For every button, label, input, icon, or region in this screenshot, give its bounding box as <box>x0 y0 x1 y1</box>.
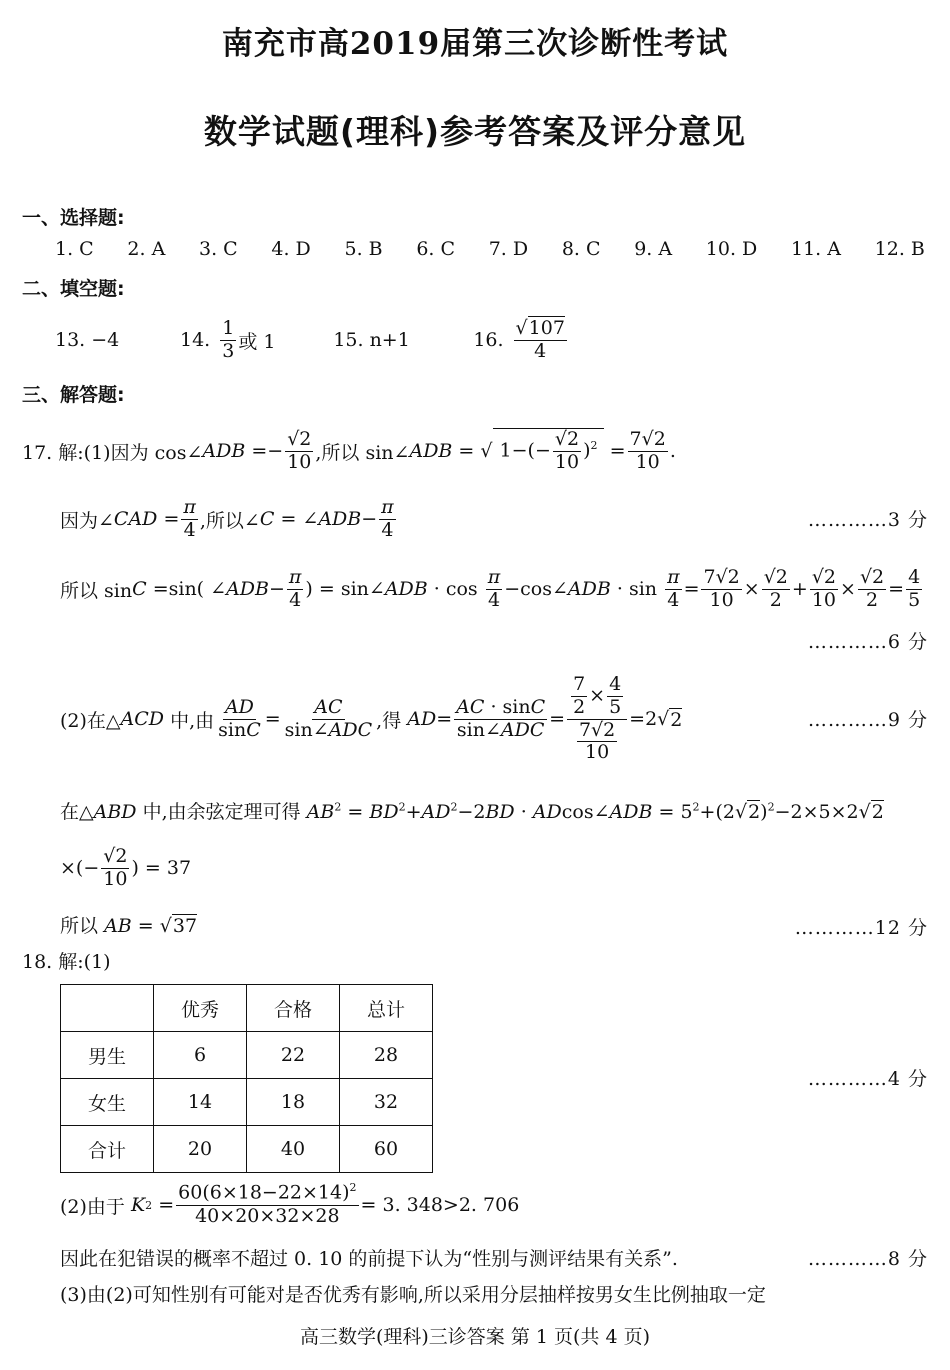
answer-11: 11. A <box>790 238 841 260</box>
section-solve-heading: 三、解答题: <box>22 384 125 406</box>
q17-points-12: …………12 分 <box>794 917 928 939</box>
answer-10: 10. D <box>705 238 758 260</box>
q17-line7: 所以 AB = √37 <box>60 915 198 937</box>
answer-14-fraction: $\frac{1}{3}$ <box>222 316 235 362</box>
answer-14-label: 14. <box>180 329 211 351</box>
table-cell: 20 <box>154 1126 247 1173</box>
table-cell: 合格 <box>247 985 340 1032</box>
q18-points-8: …………8 分 <box>807 1248 928 1270</box>
answer-12: 12. B <box>874 238 925 260</box>
q17-line6: ×(− $\frac{√2}{10}$ ) = 37 <box>60 844 192 890</box>
table-cell: 28 <box>340 1032 433 1079</box>
contingency-table <box>60 984 433 1173</box>
document-title: 南充市高2019届第三次诊断性考试 <box>221 26 729 62</box>
answer-16-fraction: $\frac{√107}{4}$ <box>515 316 565 362</box>
q17-points-3: …………3 分 <box>807 509 928 531</box>
section-choice-heading: 一、选择题: <box>22 207 125 229</box>
table-row <box>61 1079 433 1126</box>
answer-15: 15. n+1 <box>333 329 410 351</box>
table-header-row <box>61 985 433 1032</box>
answer-8: 8. C <box>561 238 601 260</box>
table-cell: 总计 <box>340 985 433 1032</box>
answer-4: 4. D <box>271 238 311 260</box>
table-cell: 男生 <box>61 1032 154 1079</box>
answer-2: 2. A <box>127 238 166 260</box>
q17-line3: 所以 sin C =sin( ∠ ADB − $\frac{\pi}{4}$ ) = sin∠ ADB · cos $\frac{\pi}{4}$ −cos∠ ADB · sin $\frac{\pi}{4}$ = $\frac{7√2}{10}$ × $\frac{√2}{2}$ + $\frac{√2}{10}$ × $\frac{√2}{2}$ = $\frac{4}{5}$ <box>60 565 921 611</box>
q18-points-4: …………4 分 <box>807 1068 928 1090</box>
answer-6: 6. C <box>416 238 456 260</box>
table-cell: 60 <box>340 1126 433 1173</box>
q17-points-6: …………6 分 <box>807 631 928 653</box>
q18-part3: (3)由(2)可知性别有可能对是否优秀有影响,所以采用分层抽样按男女生比例抽取一定 <box>60 1284 766 1306</box>
section-fill-heading: 二、填空题: <box>22 278 125 300</box>
q18-head: 18. 解:(1) <box>22 951 111 973</box>
answer-5: 5. B <box>344 238 383 260</box>
table-cell: 18 <box>247 1079 340 1126</box>
q18-k2-line: (2)由于 K 2 = $\frac{60(6\times 18-22\times 14)^2}{40\times 20\times 32\times 28}$ = 3. 348>2. 706 <box>60 1181 520 1227</box>
q17-line5: 在△ABD 中,由余弦定理可得 $AB^2 = BD^2+AD^2-2BD$ · ADcos∠ADB = $5^2+(2√2)^2-2\times 5\times 2√2$ <box>60 800 884 823</box>
answer-9: 9. A <box>634 238 673 260</box>
page-footer: 高三数学(理科)三诊答案 第 1 页(共 4 页) <box>299 1326 651 1348</box>
document-subtitle: 数学试题(理科)参考答案及评分意见 <box>203 112 747 151</box>
answer-3: 3. C <box>198 238 238 260</box>
choice-answers-row <box>55 238 925 260</box>
q17-points-9: …………9 分 <box>807 709 928 731</box>
table-cell <box>61 985 154 1032</box>
table-row <box>61 1126 433 1173</box>
table-cell: 女生 <box>61 1079 154 1126</box>
table-cell: 合计 <box>61 1126 154 1173</box>
table-cell: 14 <box>154 1079 247 1126</box>
q17-line2: 因为∠ CAD = $\frac{\pi}{4}$ ,所以∠ C = ∠ ADB − $\frac{\pi}{4}$ <box>60 495 394 541</box>
answer-14-tail: 或 1 <box>238 330 276 353</box>
answer-13: 13. −4 <box>55 329 120 351</box>
table-row <box>61 1032 433 1079</box>
table-cell: 22 <box>247 1032 340 1079</box>
table-cell: 40 <box>247 1126 340 1173</box>
table-cell: 32 <box>340 1079 433 1126</box>
fill-answers-row <box>55 312 569 368</box>
answer-7: 7. D <box>488 238 529 260</box>
q17-line1: 17. 解:(1)因为 cos∠ ADB =− $\frac{√2}{10}$ ,所以 sin∠ ADB = √ 1−(− $\frac{√2}{10}$ )$^2$ = $\frac{7√2}{10}$ . <box>22 427 676 473</box>
q18-conclusion: 因此在犯错误的概率不超过 0. 10 的前提下认为“性别与测评结果有关系”. <box>60 1248 678 1270</box>
q17-line4: (2)在△ ACD 中,由 $\frac{AD}{\sin C}$ = $\frac{AC}{\text{sin∠ADC}}$ ,得 AD = $\frac{AC \cdot \sin C}{\text{sin∠ADC}}$ = $\frac{7}{2}$ × $\frac{4}{5}$ $\frac{7√2}{10}$ =2√ 2 <box>60 672 683 764</box>
answer-16-label: 16. <box>473 329 504 351</box>
table-cell: 优秀 <box>154 985 247 1032</box>
answer-1: 1. C <box>55 238 94 260</box>
table-cell: 6 <box>154 1032 247 1079</box>
